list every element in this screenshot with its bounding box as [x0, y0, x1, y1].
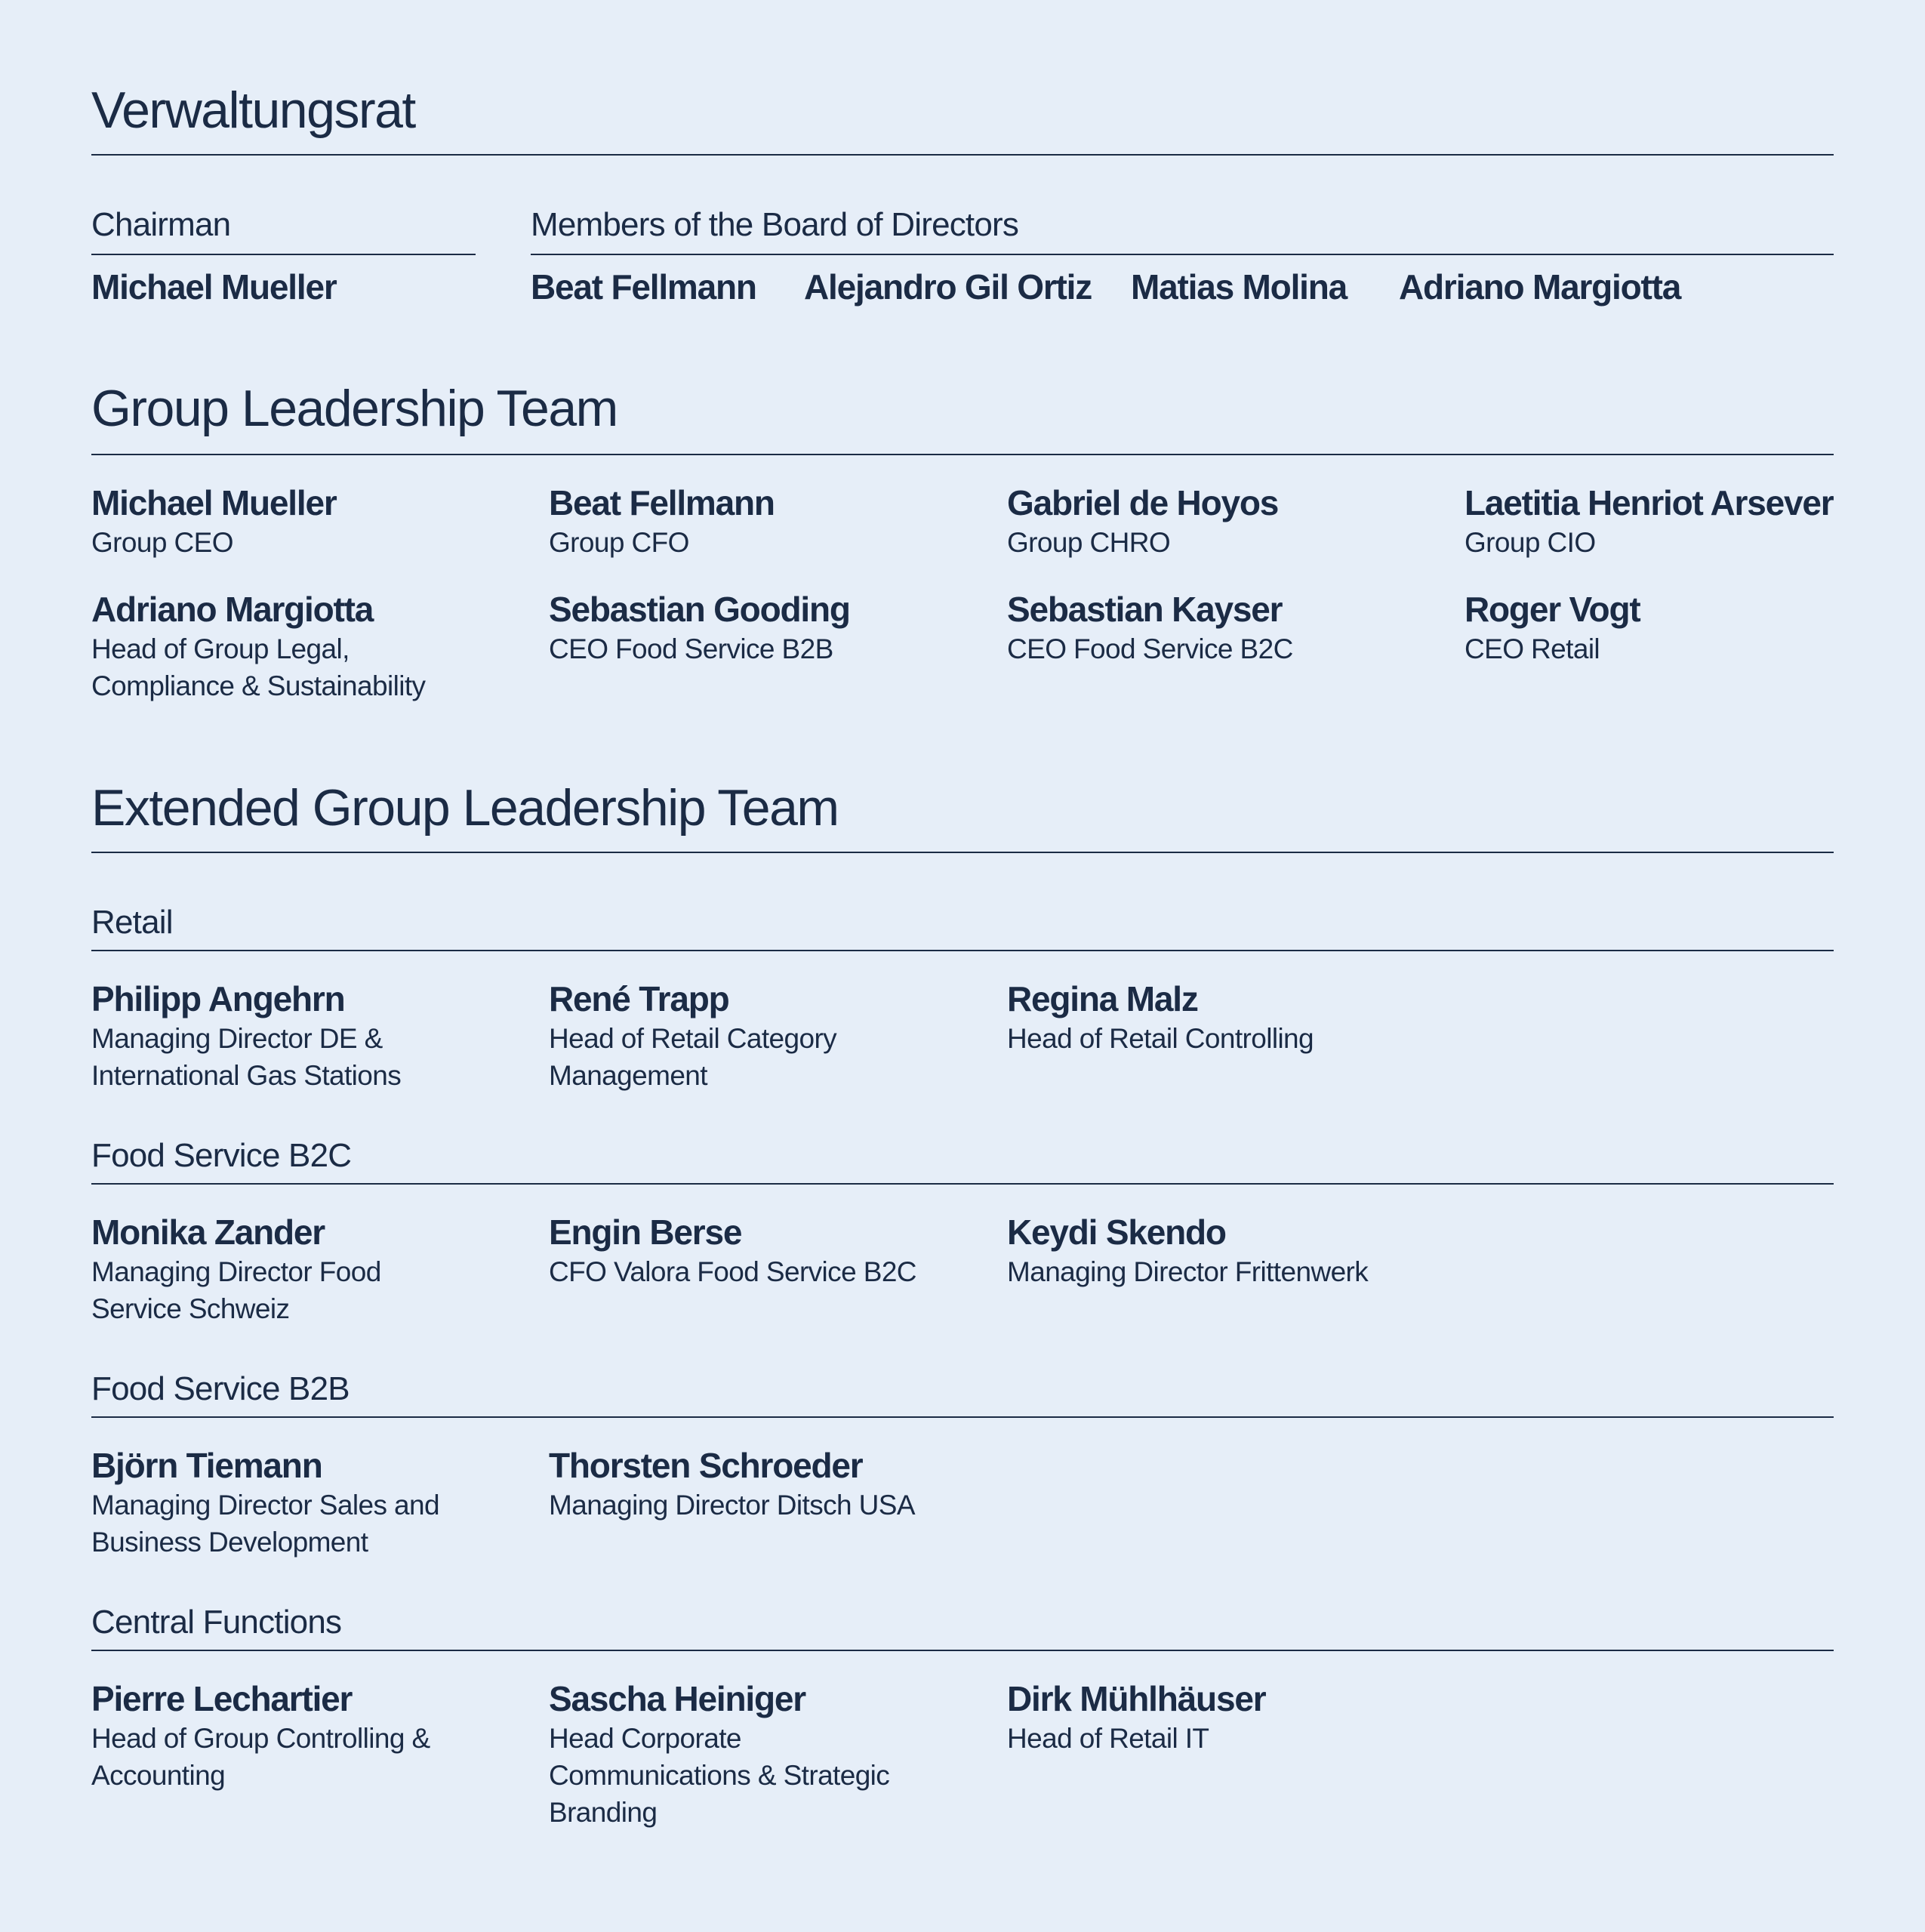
divider	[91, 154, 1834, 156]
board-member-name: Alejandro Gil Ortiz	[804, 267, 1092, 307]
person-name: Sebastian Kayser	[1007, 590, 1283, 629]
person-role: Head of Retail Controlling	[1007, 1022, 1314, 1054]
person-card	[549, 590, 972, 667]
person-role: Group CEO	[91, 526, 233, 558]
person-role: Group CIO	[1465, 526, 1596, 558]
person-role: Head of Group Legal,	[91, 633, 350, 664]
person-role: Managing Director Frittenwerk	[1007, 1256, 1369, 1287]
person-name: Michael Mueller	[91, 483, 337, 522]
person-card	[1007, 1680, 1430, 1757]
person-role: Managing Director DE &	[91, 1022, 383, 1054]
person-name: Thorsten Schroeder	[549, 1446, 863, 1485]
group-label-food-service-b2c: Food Service B2C	[91, 1137, 352, 1174]
person-name: Sascha Heiniger	[549, 1679, 805, 1718]
person-name: Laetitia Henriot Arsever	[1465, 483, 1834, 522]
person-card	[549, 1680, 972, 1831]
person-role: Head of Retail Category	[549, 1022, 837, 1054]
divider	[91, 1650, 1834, 1651]
group-label-central-functions: Central Functions	[91, 1604, 342, 1641]
person-role: CFO Valora Food Service B2C	[549, 1256, 916, 1287]
members-label: Members of the Board of Directors	[531, 206, 1019, 243]
person-card	[91, 1680, 514, 1794]
person-card	[91, 980, 514, 1094]
person-name: Pierre Lechartier	[91, 1679, 353, 1718]
board-member-name: Matias Molina	[1131, 267, 1348, 307]
person-role: CEO Food Service B2C	[1007, 633, 1293, 664]
person-card	[549, 484, 972, 561]
person-role: Head of Retail IT	[1007, 1722, 1209, 1754]
person-role: Branding	[549, 1796, 658, 1828]
person-name: Adriano Margiotta	[91, 590, 374, 629]
group-label-retail: Retail	[91, 904, 173, 941]
person-role: Communications & Strategic	[549, 1759, 890, 1791]
person-card	[1007, 1213, 1430, 1290]
person-role: CEO Retail	[1465, 633, 1600, 664]
person-role: CEO Food Service B2B	[549, 633, 833, 664]
person-card	[91, 1447, 514, 1561]
person-name: Monika Zander	[91, 1213, 325, 1252]
person-name: Dirk Mühlhäuser	[1007, 1679, 1266, 1718]
person-role: Managing Director Ditsch USA	[549, 1489, 915, 1521]
divider	[91, 254, 476, 255]
person-card	[91, 590, 514, 704]
divider	[91, 1416, 1834, 1418]
person-name: Regina Malz	[1007, 979, 1198, 1018]
person-name: Gabriel de Hoyos	[1007, 483, 1279, 522]
person-name: René Trapp	[549, 979, 729, 1018]
person-role: Management	[549, 1059, 707, 1091]
person-role: Service Schweiz	[91, 1293, 290, 1324]
person-role: Compliance & Sustainability	[91, 670, 426, 701]
person-card	[1007, 590, 1430, 667]
board-title: Verwaltungsrat	[91, 82, 415, 139]
person-name: Beat Fellmann	[549, 483, 775, 522]
person-role: Group CHRO	[1007, 526, 1171, 558]
person-card	[1465, 590, 1834, 667]
group-label-food-service-b2b: Food Service B2B	[91, 1370, 350, 1407]
person-card	[91, 484, 514, 561]
divider	[531, 254, 1834, 255]
person-role: Managing Director Food	[91, 1256, 381, 1287]
board-member-name: Adriano Margiotta	[1399, 267, 1681, 307]
divider	[91, 950, 1834, 951]
person-role: Head of Group Controlling &	[91, 1722, 430, 1754]
person-name: Roger Vogt	[1465, 590, 1640, 629]
divider	[91, 852, 1834, 853]
person-name: Keydi Skendo	[1007, 1213, 1226, 1252]
person-card	[549, 1213, 972, 1290]
chairman-label: Chairman	[91, 206, 231, 243]
person-card	[91, 1213, 514, 1327]
person-card	[549, 1447, 972, 1524]
person-name: Engin Berse	[549, 1213, 742, 1252]
eglt-title: Extended Group Leadership Team	[91, 779, 839, 837]
divider	[91, 454, 1834, 455]
person-name: Philipp Angehrn	[91, 979, 345, 1018]
person-card	[1007, 484, 1430, 561]
chairman-name: Michael Mueller	[91, 267, 337, 307]
person-role: Managing Director Sales and	[91, 1489, 439, 1521]
person-role: Head Corporate	[549, 1722, 741, 1754]
person-name: Björn Tiemann	[91, 1446, 322, 1485]
glt-title: Group Leadership Team	[91, 380, 618, 437]
person-card	[549, 980, 972, 1094]
person-card	[1465, 484, 1834, 561]
person-role: Accounting	[91, 1759, 226, 1791]
person-card	[1007, 980, 1430, 1057]
person-role: International Gas Stations	[91, 1059, 402, 1091]
divider	[91, 1183, 1834, 1185]
person-role: Business Development	[91, 1526, 368, 1558]
board-member-name: Beat Fellmann	[531, 267, 756, 307]
person-role: Group CFO	[549, 526, 689, 558]
person-name: Sebastian Gooding	[549, 590, 850, 629]
